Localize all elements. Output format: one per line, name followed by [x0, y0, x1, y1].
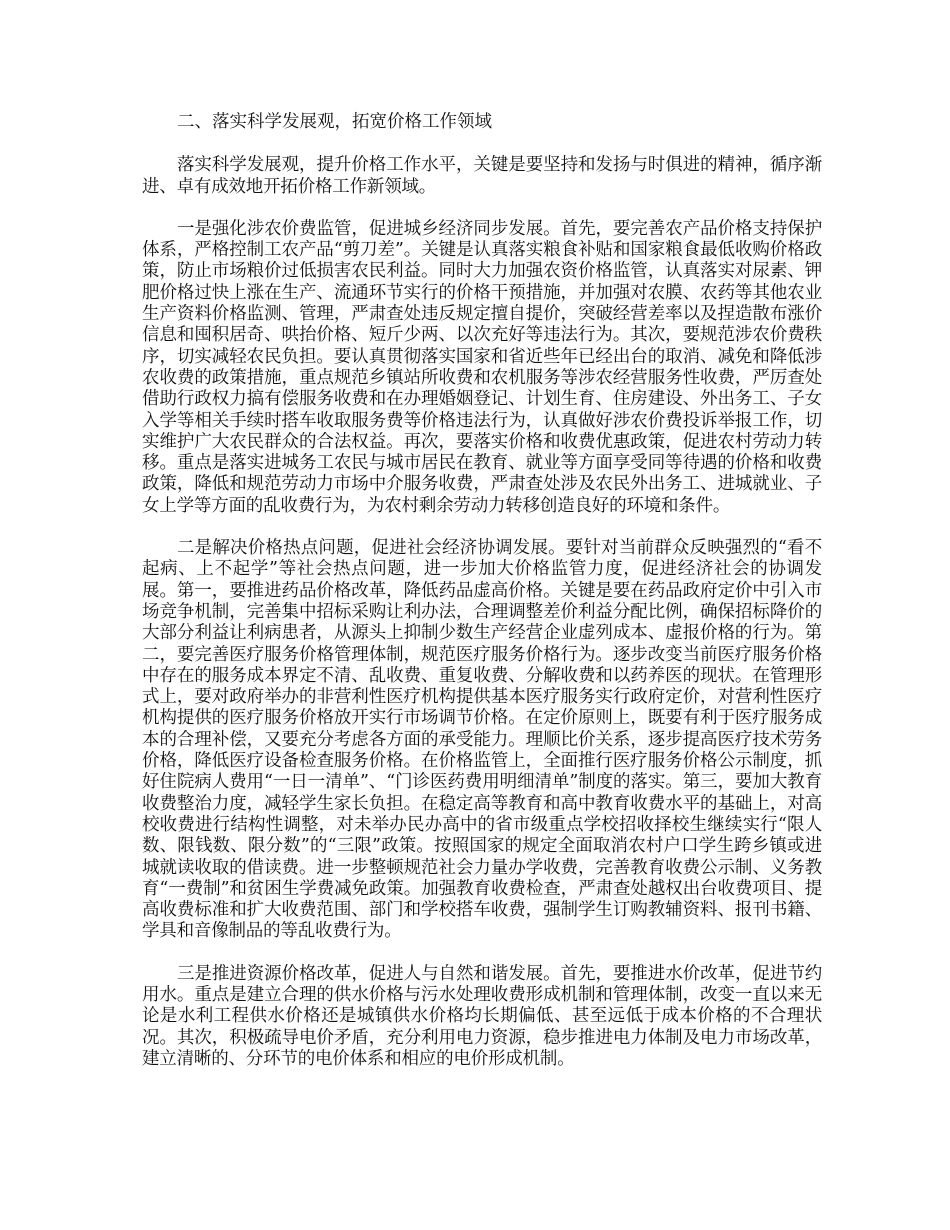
- paragraph-agriculture-pricing: 一是强化涉农价费监管，促进城乡经济同步发展。首先，要完善农产品价格支持保护体系，严格控制工农产品“剪刀差”。关键是认真落实粮食补贴和国家粮食最低收购价格政策，防止市场粮价过低损害农民利益。同时大力加强农资价格监管，认真落实对尿素、钾肥价格过快上涨在生产、流通环节实行的价格干预措施，并加强对农膜、农药等其他农业生产资料价格监测、管理，严肃查处违反规定擅自提价，突破经营差率以及捏造散布涨价信息和囤积居奇、哄抬价格、短斤少两、以次充好等违法行为。其次，要规范涉农价费秩序，切实减轻农民负担。要认真贯彻落实国家和省近些年已经出台的取消、减免和降低涉农收费的政策措施，重点规范乡镇站所收费和农机服务等涉农经营服务性收费，严厉查处借助行政权力搞有偿服务收费和在办理婚姻登记、计划生育、住房建设、外出务工、子女入学等相关手续时搭车收取服务费等价格违法行为，认真做好涉农价费投诉举报工作，切实维护广大农民群众的合法权益。再次，要落实价格和收费优惠政策，促进农村劳动力转移。重点是落实进城务工农民与城市居民在教育、就业等方面享受同等待遇的价格和收费政策，降低和规范劳动力市场中介服务收费，严肃查处涉及农民外出务工、进城就业、子女上学等方面的乱收费行为，为农村剩余劳动力转移创造良好的环境和条件。: [142, 218, 822, 516]
- document-page: [142, 112, 822, 1091]
- paragraph-hotspot-issues: 二是解决价格热点问题，促进社会经济协调发展。要针对当前群众反映强烈的“看不起病、上不起学”等社会热点问题，进一步加大价格监管力度，促进经济社会的协调发展。第一，要推进药品价格改革，降低药品虚高价格。关键是要在药品政府定价中引入市场竞争机制，完善集中招标采购让利办法，合理调整差价利益分配比例，确保招标降价的大部分利益让利病患者，从源头上抑制少数生产经营企业虚列成本、虚报价格的行为。第二，要完善医疗服务价格管理体制，规范医疗服务价格行为。逐步改变当前医疗服务价格中存在的服务成本界定不清、乱收费、重复收费、分解收费和以药养医的现状。在管理形式上，要对政府举办的非营利性医疗机构提供基本医疗服务实行政府定价，对营利性医疗机构提供的医疗服务价格放开实行市场调节价格。在定价原则上，既要有利于医疗服务成本的合理补偿，又要充分考虑各方面的承受能力。理顺比价关系，逐步提高医疗技术劳务价格，降低医疗设备检查服务价格。在价格监管上，全面推行医疗服务价格公示制度，抓好住院病人费用“一日一清单”、“门诊医药费用明细清单”制度的落实。第三，要加大教育收费整治力度，减轻学生家长负担。在稳定高等教育和高中教育收费水平的基础上，对高校收费进行结构性调整，对未举办民办高中的省市级重点学校招收择校生继续实行“限人数、限钱数、限分数”的“三限”政策。按照国家的规定全面取消农村户口学生跨乡镇或进城就读收取的借读费。进一步整顿规范社会力量办学收费，完善教育收费公示制、义务教育“一费制”和贫困生学费减免政策。加强教育收费检查，严肃查处越权出台收费项目、提高收费标准和扩大收费范围、部门和学校搭车收费，强制学生订购教辅资料、报刊书籍、学具和音像制品的等乱收费行为。: [142, 538, 822, 942]
- paragraph-resource-pricing: 三是推进资源价格改革，促进人与自然和谐发展。首先，要推进水价改革，促进节约用水。重点是建立合理的供水价格与污水处理收费形成机制和管理体制，改变一直以来无论是水利工程供水价格还是城镇供水价格均长期偏低、甚至远低于成本价格的不合理状况。其次，积极疏导电价矛盾，充分利用电力资源，稳步推进电力体制及电力市场改革，建立清晰的、分环节的电价体系和相应的电价形成机制。: [142, 963, 822, 1069]
- paragraph-intro: 落实科学发展观，提升价格工作水平，关键是要坚持和发扬与时俱进的精神，循序渐进、卓有成效地开拓价格工作新领域。: [142, 155, 822, 197]
- section-heading: 二、落实科学发展观，拓宽价格工作领域: [177, 112, 492, 132]
